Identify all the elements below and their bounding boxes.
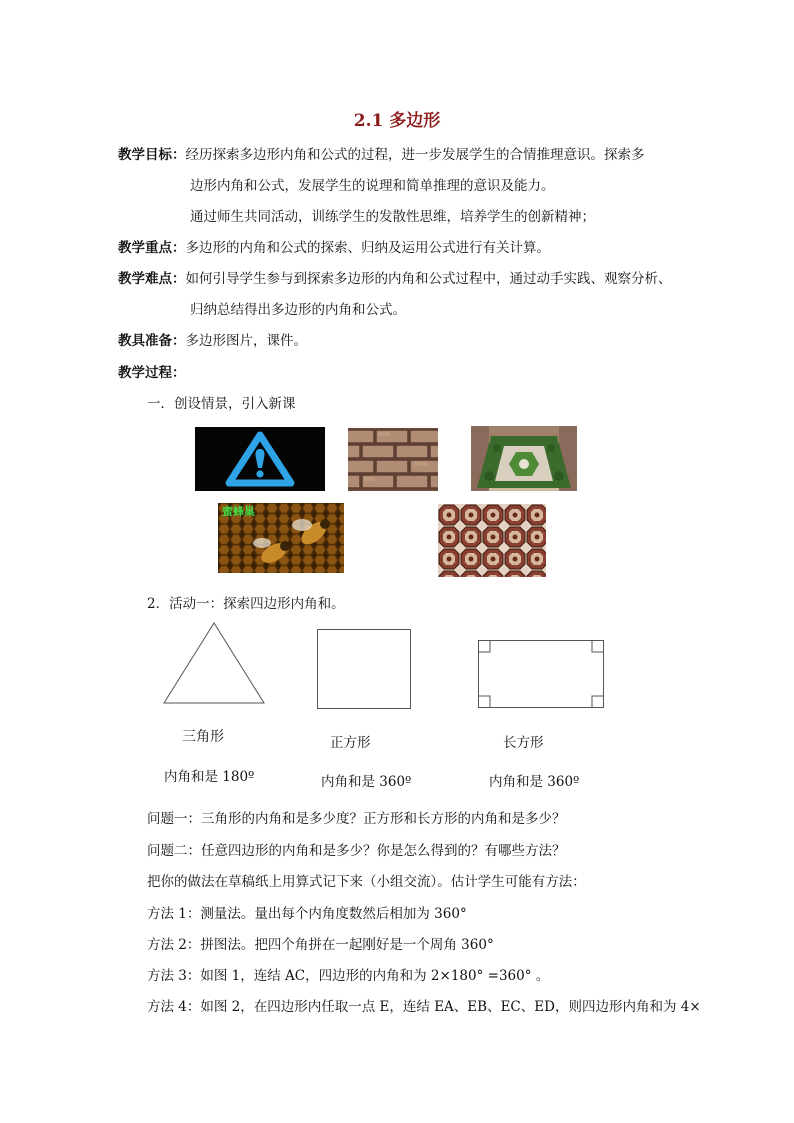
section-1-heading: 一．创设情景，引入新课	[147, 396, 296, 412]
octagon-tile-image	[438, 504, 546, 577]
difficulties-text-1: 如何引导学生参与到探索多边形的内角和公式过程中，通过动手实践、观察分析、	[185, 271, 672, 287]
square-name: 正方形	[330, 735, 371, 751]
materials-line	[118, 332, 307, 350]
materials-text: 多边形图片，课件。	[185, 333, 307, 349]
triangle-shape	[160, 620, 268, 706]
triangle-name: 三角形	[182, 729, 224, 745]
rectangle-shape	[476, 638, 606, 710]
objectives-label: 教学目标：	[118, 147, 186, 163]
key-points-label: 教学重点：	[118, 240, 186, 256]
warning-triangle-icon	[195, 427, 325, 491]
key-points-text: 多边形的内角和公式的探索、归纳及运用公式进行有关计算。	[185, 240, 550, 256]
question-2: 问题二：任意四边形的内角和是多少？你是怎么得到的？有哪些方法？	[147, 843, 566, 859]
objectives-text-1: 经历探索多边形内角和公式的过程，进一步发展学生的合情推理意识。探索多	[185, 147, 645, 163]
brick-wall-image	[348, 428, 438, 491]
question-1: 问题一：三角形的内角和是多少度？正方形和长方形的内角和是多少？	[147, 811, 566, 827]
objectives-line-1	[118, 146, 645, 164]
difficulties-label: 教学难点：	[118, 271, 186, 287]
square-sum: 内角和是 360º	[321, 774, 412, 790]
triangle-sum: 内角和是 180º	[164, 769, 255, 785]
materials-label: 教具准备：	[118, 333, 186, 349]
key-points-line	[118, 239, 550, 257]
objectives-text-2: 边形内角和公式，发展学生的说理和简单推理的意识及能力。	[190, 178, 555, 194]
method-1: 方法 1：测量法。量出每个内角度数然后相加为 360°	[147, 906, 467, 922]
method-4: 方法 4：如图 2，在四边形内任取一点 E，连结 EA、EB、EC、ED，则四边形内角和为 4×	[147, 999, 701, 1015]
garden-image	[471, 426, 577, 491]
difficulties-line-1	[118, 270, 672, 288]
process-label: 教学过程：	[118, 365, 186, 381]
rectangle-sum: 内角和是 360º	[489, 774, 580, 790]
bee-image-text: 蜜蜂巢	[222, 505, 255, 518]
square-shape	[315, 627, 413, 711]
page-title: 2.1 多边形	[353, 111, 441, 131]
activity-heading: 2．活动一：探索四边形内角和。	[147, 596, 345, 612]
difficulties-text-2: 归纳总结得出多边形的内角和公式。	[190, 302, 406, 318]
warning-sign-image	[195, 427, 325, 491]
question-note: 把你的做法在草稿纸上用算式记下来（小组交流）。估计学生可能有方法：	[147, 874, 586, 890]
method-2: 方法 2：拼图法。把四个角拼在一起刚好是一个周角 360°	[147, 937, 494, 953]
bee-honeycomb-image	[218, 503, 344, 573]
objectives-text-3: 通过师生共同活动，训练学生的发散性思维，培养学生的创新精神；	[190, 209, 595, 225]
method-3: 方法 3：如图 1，连结 AC，四边形的内角和为 2×180° =360° 。	[147, 968, 550, 984]
rectangle-name: 长方形	[503, 735, 544, 751]
